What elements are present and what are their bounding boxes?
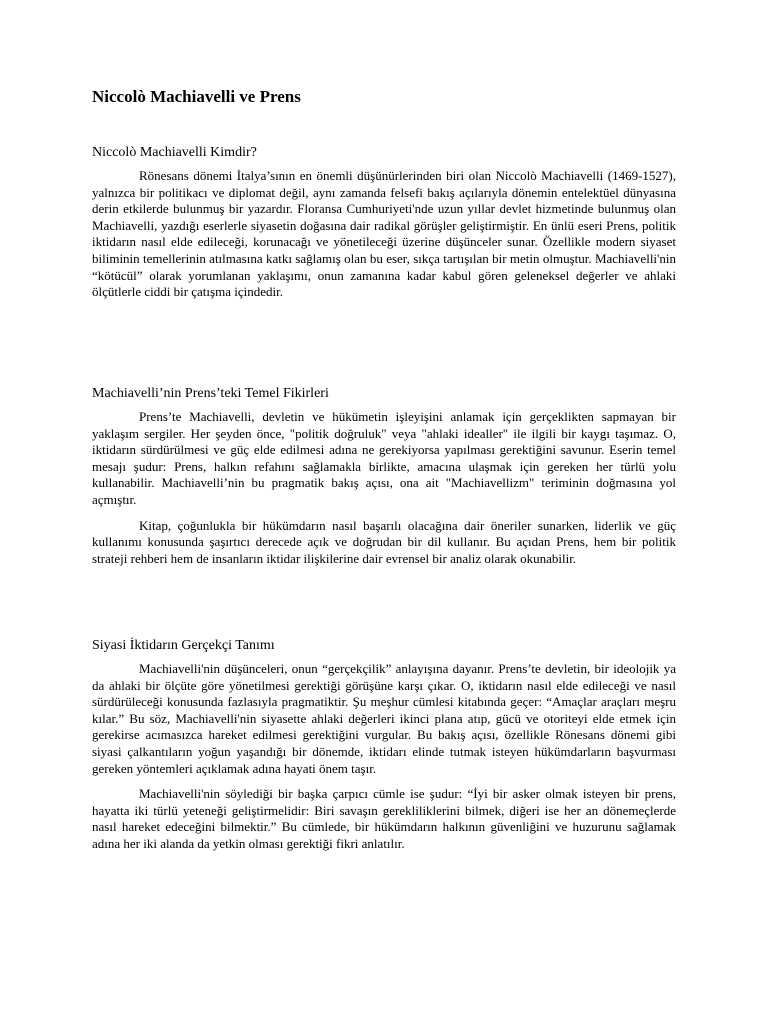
paragraph: Rönesans dönemi İtalya’sının en önemli düşünürlerinden biri olan Niccolò Machiavelli (1469-1527), yalnızca bir politikacı ve diplomat değil, aynı zamanda felsefi bakış açılarıyla dönemin entelektüel dünyasına derin etkilerde bulunmuş bir yazardır. Floransa Cumhuriyeti'nde uzun yıllar devlet hizmetinde bulunmuş olan Machiavelli, yazdığı eserlerle siyasetin doğasına dair radikal görüşler geliştirmiştir. En ünlü eseri Prens, politik iktidarın nasıl elde edileceği, korunacağı ve yönetileceği üzerine düşünceler sunar. Özellikle modern siyaset biliminin temellerinin atılmasına katkı sağlamış olan bu eser, sıkça tartışılan bir metin olmuştur. Machiavelli'nin “kötücül” olarak yorumlanan yaklaşımı, onun zamanına kadar kabul gören geleneksel değerler ve ahlaki ölçütlerle ciddi bir çatışma içindedir.: [92, 168, 676, 300]
paragraph: Machiavelli'nin söylediği bir başka çarpıcı cümle ise şudur: “İyi bir asker olmak isteyen bir prens, hayatta iki türlü yeteneği geliştirmelidir: Biri savaşın gerekliliklerini bilmek, diğeri ise her an dönemeçlerde nasıl hareket edeceğini bilmektir.” Bu cümlede, bir hükümdarın halkının güvenliğini ve huzurunu sağlamak adına her iki alanda da yetkin olması gerektiği fikri anlatılır.: [92, 786, 676, 851]
document-title: Niccolò Machiavelli ve Prens: [92, 87, 301, 106]
section-heading: Machiavelli’nin Prens’teki Temel Fikirleri: [92, 386, 329, 401]
section-who-is-machiavelli: [92, 144, 676, 310]
section-heading: Niccolò Machiavelli Kimdir?: [92, 145, 257, 160]
paragraph: Machiavelli'nin düşünceleri, onun “gerçekçilik” anlayışına dayanır. Prens’te devletin, bir ideolojik ya da ahlaki bir ölçüte göre yönetilmesi gerektiği görüşüne karşı çıkar. O, iktidarın nasıl elde edileceği ve nasıl sürdürüleceği konusunda fazlasıyla pragmatiktir. Şu meşhur cümlesi kitabında geçer: “Amaçlar araçları meşru kılar.” Bu söz, Machiavelli'nin siyasette ahlaki değerleri ikinci plana atıp, gücü ve otoriteyi elde etmek için gerekirse acımasızca hareket edilmesi gerektiğini vurgular. Bu bakış açısı, özellikle Rönesans dönemi gibi siyasi çalkantıların yoğun yaşandığı bir dönemde, iktidarı elinde tutmak isteyen hükümdarların başvurması gereken yöntemleri açıklamak adına hayati önem taşır.: [92, 661, 676, 776]
paragraph: Prens’te Machiavelli, devletin ve hükümetin işleyişini anlamak için gerçeklikten sapmayan bir yaklaşım sergiler. Her şeyden önce, "politik doğruluk" veya "ahlaki idealler" ile ilgili bir kaygı taşımaz. O, iktidarın sürdürülmesi ve güç elde edilmesi adına ne gerekiyorsa yapılması gerektiğini savunur. Eserin temel mesajı şudur: Prens, halkın refahını sağlamakla birlikte, amacına ulaşmak için gereken her türlü yolu kullanabilir. Machiavelli’nin bu pragmatik bakış açısı, ona ait "Machiavellizm" teriminin doğmasına yol açmıştır.: [92, 409, 676, 507]
section-realist-definition: [92, 637, 676, 862]
section-heading: Siyasi İktidarın Gerçekçi Tanımı: [92, 638, 275, 653]
section-core-ideas: [92, 385, 676, 576]
paragraph: Kitap, çoğunlukla bir hükümdarın nasıl başarılı olacağına dair öneriler sunarken, liderlik ve güç kullanımı konusunda şaşırtıcı derecede açık ve doğrudan bir dil kullanır. Bu açıdan Prens, hem bir politik strateji rehberi hem de insanların iktidar ilişkilerine dair evrensel bir analiz olarak okunabilir.: [92, 517, 676, 566]
